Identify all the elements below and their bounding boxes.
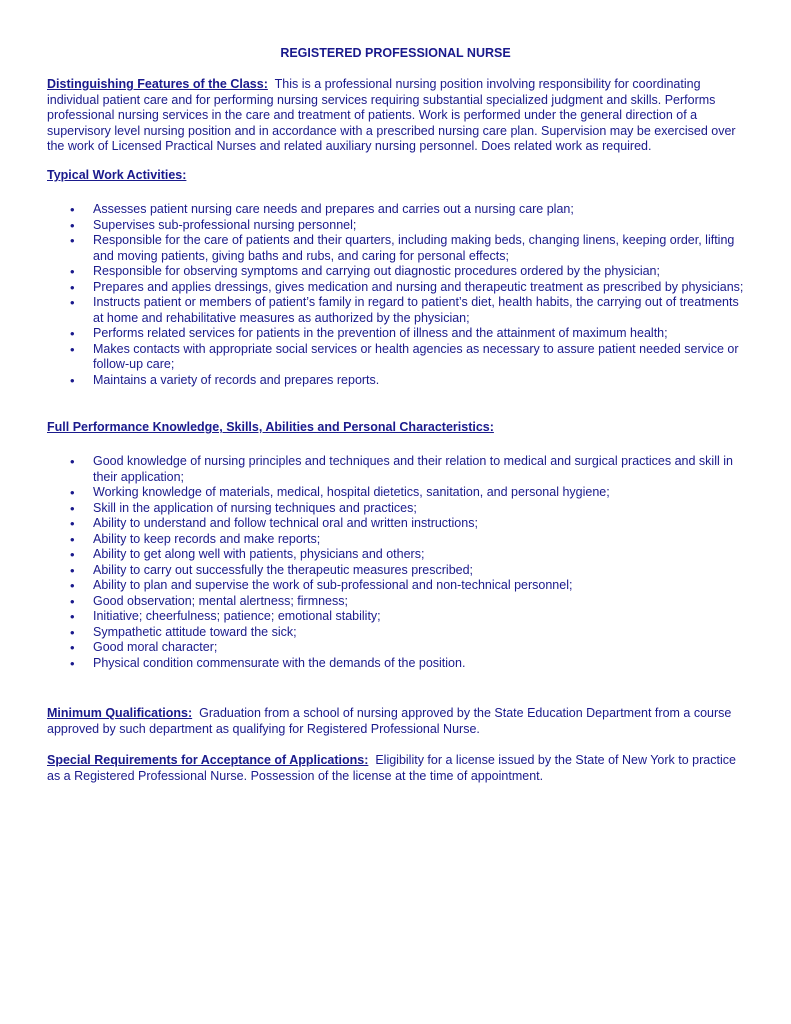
bullet-icon: • (70, 264, 75, 279)
bullet-icon: • (70, 655, 75, 671)
bullet-icon: • (70, 547, 75, 562)
list-item: • Maintains a variety of records and prepares reports. (70, 372, 380, 388)
list-item: • Makes contacts with appropriate social services or health agencies as necessary to assure patient needed service or follow-up care; (70, 341, 739, 371)
list-item: • Supervises sub-professional nursing personnel; (70, 217, 357, 233)
special-requirements-heading: Special Requirements for Acceptance of Applications: (47, 753, 369, 767)
distinguishing-features-heading: Distinguishing Features of the Class: (47, 77, 268, 91)
knowledge-skills-list (47, 454, 752, 671)
list-item: • Good moral character; (70, 640, 218, 655)
knowledge-skills-heading: Full Performance Knowledge, Skills, Abilities and Personal Characteristics: (47, 420, 494, 434)
bullet-icon: • (70, 233, 75, 248)
list-item: • Prepares and applies dressings, gives medication and nursing and therapeutic treatment as prescribed by physicians; (70, 279, 744, 295)
bullet-icon: • (70, 640, 75, 655)
list-item: • Initiative; cheerfulness; patience; emotional stability; (70, 609, 381, 624)
document-title: REGISTERED PROFESSIONAL NURSE (280, 46, 511, 60)
list-item: • Responsible for the care of patients and their quarters, including making beds, changing linens, keeping order, lifting and moving patients, giving baths and rubs, and caring for personal effects; (70, 233, 735, 263)
bullet-icon: • (70, 295, 75, 310)
bullet-icon: • (70, 609, 75, 624)
bullet-icon: • (70, 624, 75, 640)
bullet-icon: • (70, 454, 75, 469)
bullet-icon: • (70, 217, 75, 233)
minimum-qualifications-heading: Minimum Qualifications: (47, 706, 193, 720)
bullet-icon: • (70, 202, 75, 217)
bullet-icon: • (70, 279, 75, 295)
bullet-icon: • (70, 578, 75, 593)
bullet-icon: • (70, 500, 75, 516)
list-item: • Sympathetic attitude toward the sick; (70, 624, 297, 640)
typical-work-activities-heading: Typical Work Activities: (47, 168, 187, 182)
list-item: • Performs related services for patients in the prevention of illness and the attainment of maximum health; (70, 326, 668, 341)
list-item: • Ability to plan and supervise the work of sub-professional and non-technical personnel; (70, 578, 573, 593)
bullet-icon: • (70, 593, 75, 609)
bullet-icon: • (70, 485, 75, 500)
list-item: • Ability to get along well with patients, physicians and others; (70, 547, 425, 562)
bullet-icon: • (70, 326, 75, 341)
list-item: • Responsible for observing symptoms and carrying out diagnostic procedures ordered by the physician; (70, 264, 660, 279)
bullet-icon: • (70, 372, 75, 388)
list-item: • Good observation; mental alertness; firmness; (70, 593, 348, 609)
list-item: • Assesses patient nursing care needs and prepares and carries out a nursing care plan; (70, 202, 574, 217)
bullet-icon: • (70, 516, 75, 531)
list-item: • Ability to carry out successfully the therapeutic measures prescribed; (70, 562, 474, 578)
special-requirements-section (47, 753, 752, 784)
minimum-qualifications-text: Graduation from a school of nursing approved by the State Education Department from a course approved by such department as qualifying for Registered Professional Nurse. (47, 706, 732, 736)
list-item: • Skill in the application of nursing techniques and practices; (70, 500, 417, 516)
list-item: • Good knowledge of nursing principles and techniques and their relation to medical and surgical practices and skill in their application; (70, 454, 733, 484)
bullet-icon: • (70, 531, 75, 547)
bullet-icon: • (70, 341, 75, 357)
special-requirements-text: Eligibility for a license issued by the State of New York to practice as a Registered Professional Nurse. Possession of the license at the time of appointment. (47, 753, 736, 783)
list-item: • Ability to understand and follow technical oral and written instructions; (70, 516, 478, 531)
distinguishing-features-section (47, 77, 752, 155)
typical-work-activities-list (47, 202, 752, 388)
list-item: • Ability to keep records and make reports; (70, 531, 321, 547)
bullet-icon: • (70, 562, 75, 578)
list-item: • Physical condition commensurate with the demands of the position. (70, 655, 466, 671)
list-item: • Instructs patient or members of patient’s family in regard to patient’s diet, health habits, the carrying out of treatments at home and rehabilitative measures as authorized by the physician; (70, 295, 739, 325)
list-item: • Working knowledge of materials, medical, hospital dietetics, sanitation, and personal hygiene; (70, 485, 610, 500)
distinguishing-features-text: This is a professional nursing position involving responsibility for coordinating individual patient care and for performing nursing services requiring substantial specialized judgment and skills. Performs professional nursing services in the care and treatment of patients. Work is performed under the general direction of a supervisory level nursing position and in accordance with a prescribed nursing care plan. Supervision may be exercised over the work of Licensed Practical Nurses and related auxiliary nursing personnel. Does related work as required. (47, 77, 736, 153)
minimum-qualifications-section (47, 706, 752, 737)
